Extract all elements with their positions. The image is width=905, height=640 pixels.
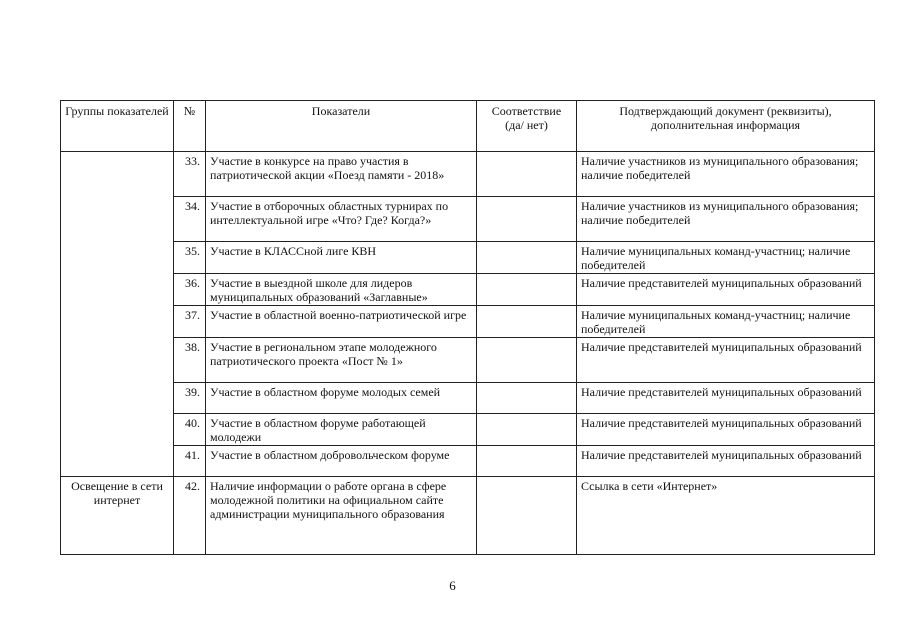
row-number: 38. <box>174 338 206 383</box>
row-number: 33. <box>174 152 206 197</box>
indicator-cell: Участие в конкурсе на право участия в патриотической акции «Поезд памяти - 2018» <box>206 152 477 197</box>
document-cell: Наличие представителей муниципальных образований <box>577 446 875 477</box>
row-number: 39. <box>174 383 206 414</box>
row-number: 42. <box>174 477 206 555</box>
table-row <box>61 446 875 477</box>
indicator-cell: Участие в КЛАССной лиге КВН <box>206 242 477 274</box>
row-number: 40. <box>174 414 206 446</box>
header-group: Группы показателей <box>61 101 174 152</box>
table-row <box>61 414 875 446</box>
document-cell: Наличие представителей муниципальных образований <box>577 338 875 383</box>
document-cell: Наличие муниципальных команд-участниц; наличие победителей <box>577 242 875 274</box>
compliance-cell <box>477 446 577 477</box>
indicator-cell: Участие в областной военно-патриотической игре <box>206 306 477 338</box>
indicator-cell: Участие в областном форуме работающей молодежи <box>206 414 477 446</box>
header-compliance: Соответствие (да/ нет) <box>477 101 577 152</box>
indicator-cell: Участие в отборочных областных турнирах по интеллектуальной игре «Что? Где? Когда?» <box>206 197 477 242</box>
indicator-cell: Участие в выездной школе для лидеров муниципальных образований «Заглавные» <box>206 274 477 306</box>
table-row <box>61 306 875 338</box>
compliance-cell <box>477 274 577 306</box>
indicator-cell: Участие в областном форуме молодых семей <box>206 383 477 414</box>
compliance-cell <box>477 242 577 274</box>
compliance-cell <box>477 306 577 338</box>
document-cell: Наличие представителей муниципальных образований <box>577 414 875 446</box>
group-cell: Освещение в сети интернет <box>61 477 174 555</box>
group-cell <box>61 152 174 477</box>
compliance-cell <box>477 152 577 197</box>
table-row <box>61 152 875 197</box>
document-cell: Ссылка в сети «Интернет» <box>577 477 875 555</box>
row-number: 35. <box>174 242 206 274</box>
table-row <box>61 274 875 306</box>
page-number: 6 <box>449 578 456 593</box>
compliance-cell <box>477 197 577 242</box>
indicator-cell: Участие в областном добровольческом форуме <box>206 446 477 477</box>
table-header-row <box>61 101 875 152</box>
compliance-cell <box>477 477 577 555</box>
table-row <box>61 338 875 383</box>
header-number: № <box>174 101 206 152</box>
table-row <box>61 383 875 414</box>
compliance-cell <box>477 383 577 414</box>
row-number: 36. <box>174 274 206 306</box>
compliance-cell <box>477 338 577 383</box>
header-indicator: Показатели <box>206 101 477 152</box>
compliance-cell <box>477 414 577 446</box>
row-number: 34. <box>174 197 206 242</box>
document-cell: Наличие участников из муниципального образования; наличие победителей <box>577 152 875 197</box>
document-cell: Наличие представителей муниципальных образований <box>577 383 875 414</box>
indicator-cell: Участие в региональном этапе молодежного патриотического проекта «Пост № 1» <box>206 338 477 383</box>
table-row <box>61 477 875 555</box>
document-cell: Наличие участников из муниципального образования; наличие победителей <box>577 197 875 242</box>
row-number: 37. <box>174 306 206 338</box>
document-cell: Наличие муниципальных команд-участниц; наличие победителей <box>577 306 875 338</box>
header-document: Подтверждающий документ (реквизиты), дополнительная информация <box>577 101 875 152</box>
document-cell: Наличие представителей муниципальных образований <box>577 274 875 306</box>
indicators-table <box>60 100 875 555</box>
indicator-cell: Наличие информации о работе органа в сфере молодежной политики на официальном сайте администрации муниципального образования <box>206 477 477 555</box>
row-number: 41. <box>174 446 206 477</box>
table-row <box>61 242 875 274</box>
table-row <box>61 197 875 242</box>
